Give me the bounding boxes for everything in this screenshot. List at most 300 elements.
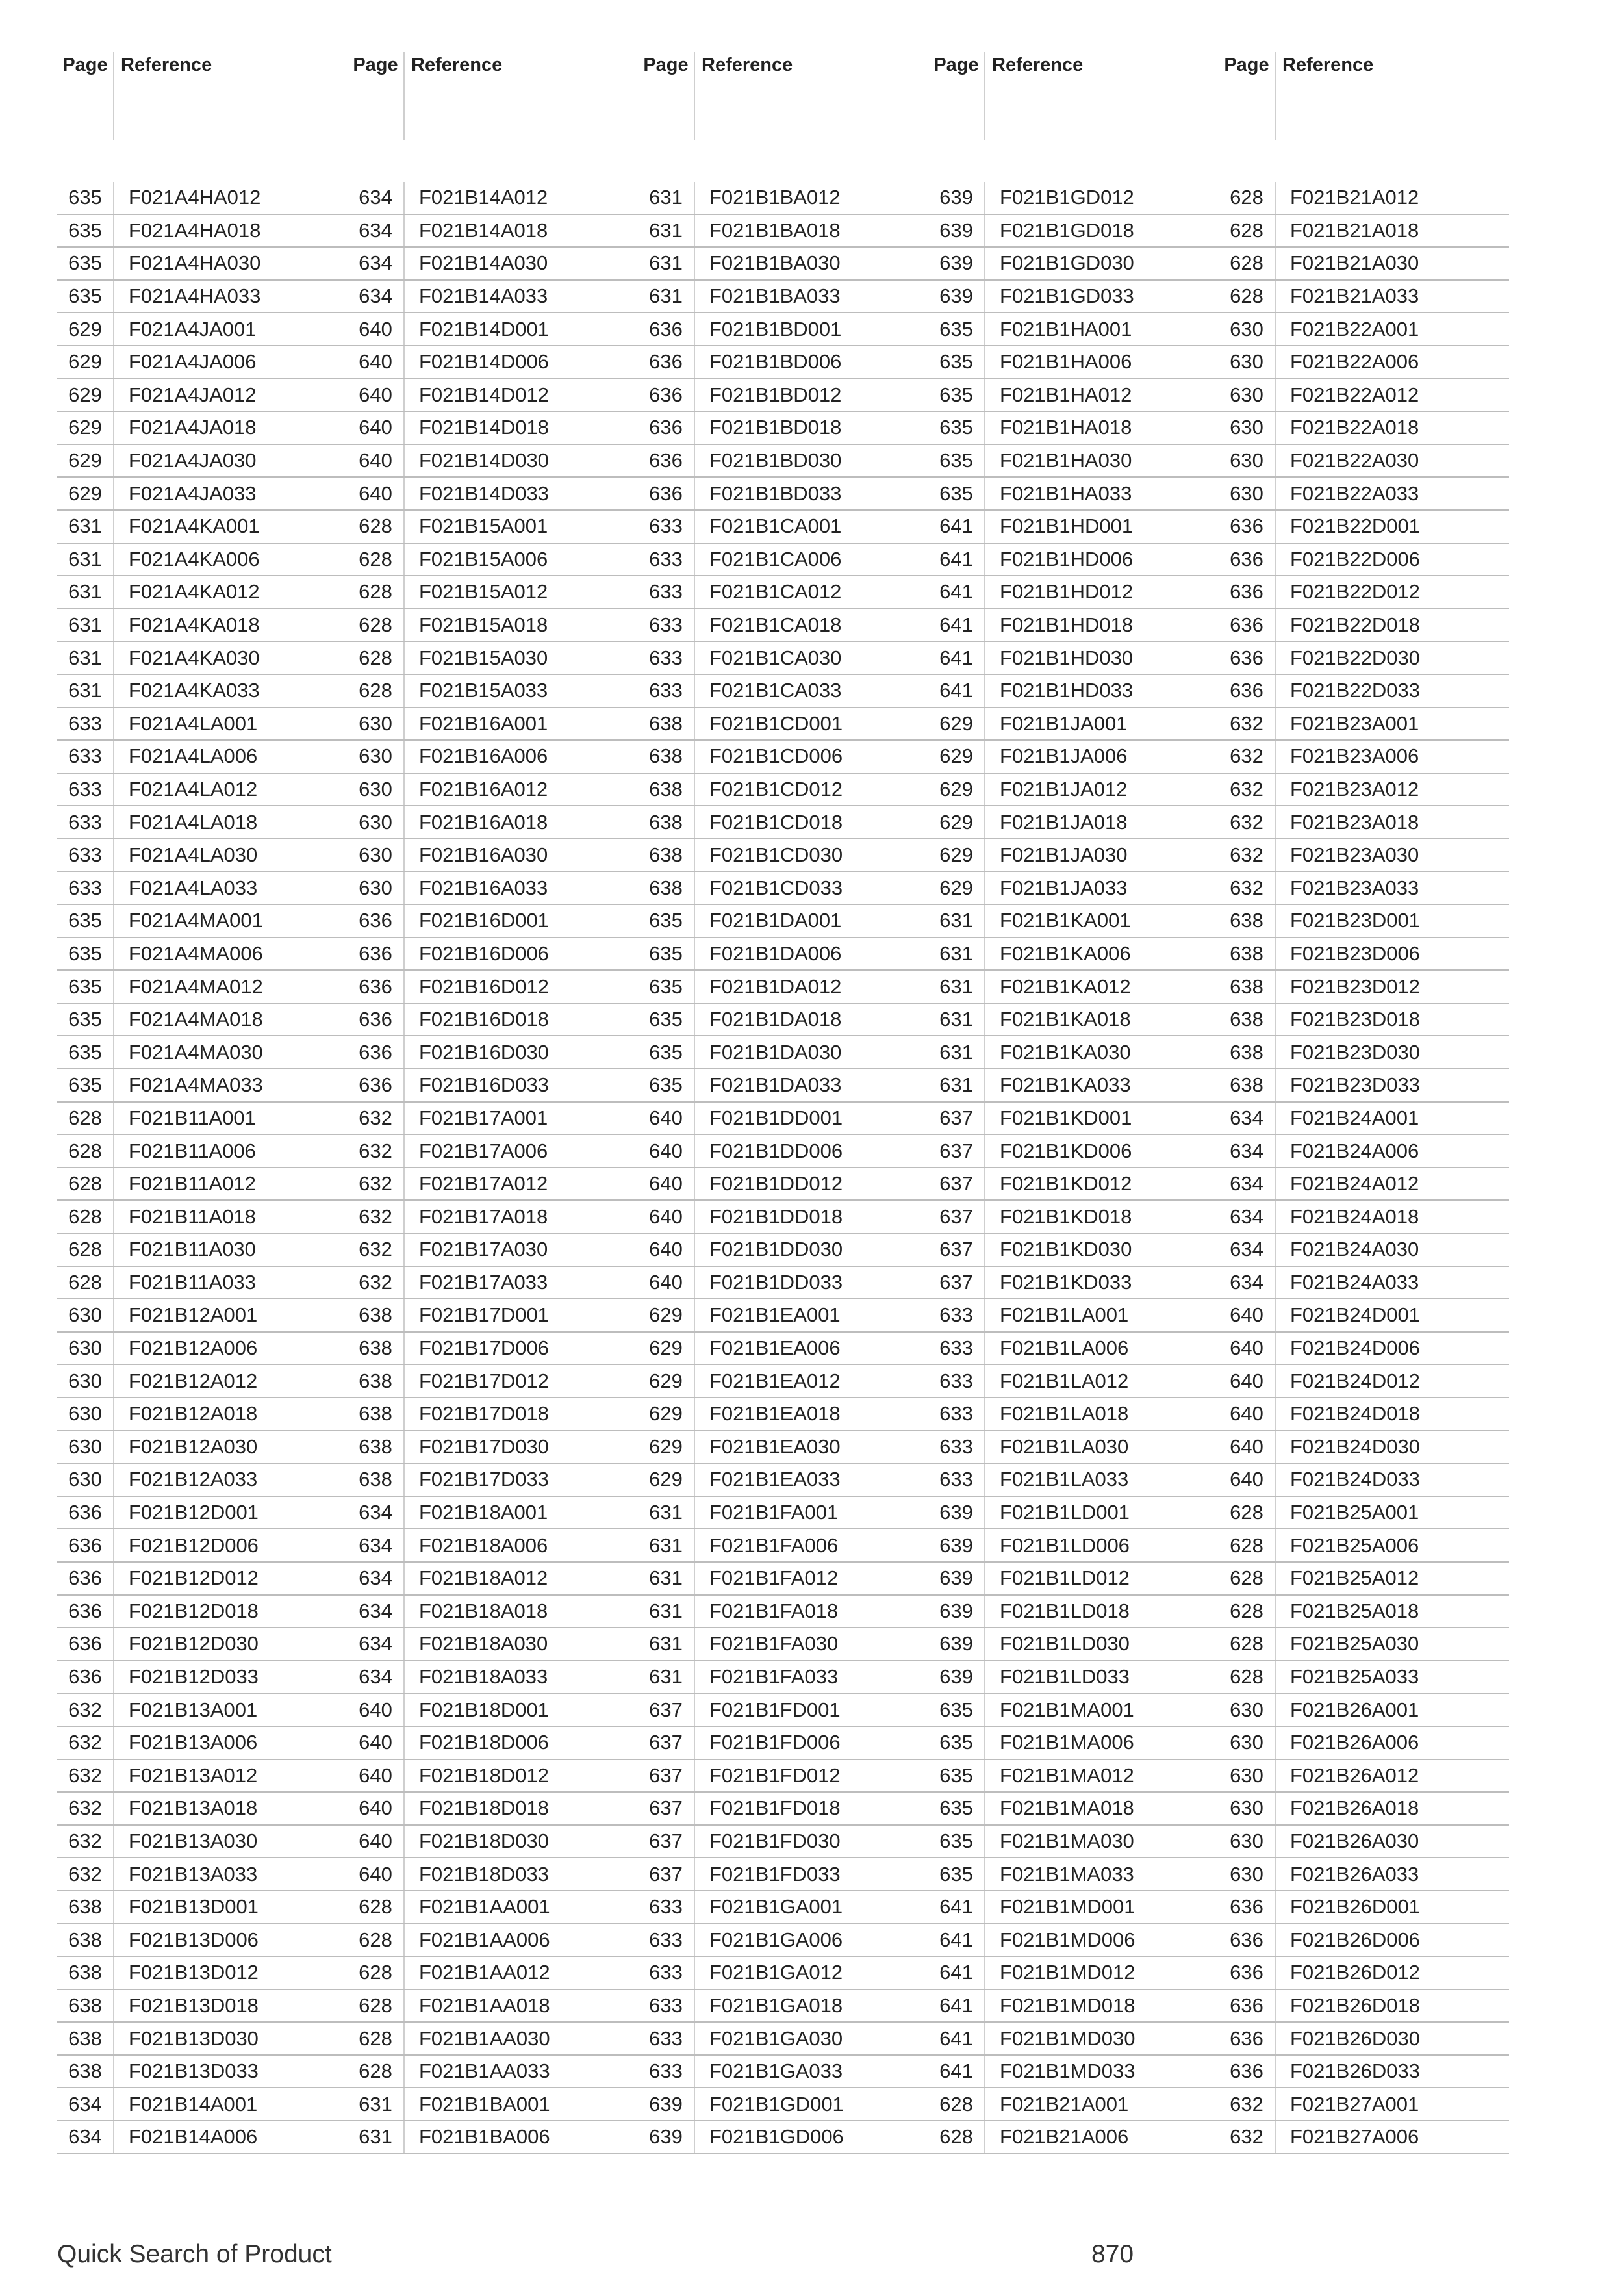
page-cell: 632	[1219, 839, 1276, 871]
page-cell: 630	[1219, 346, 1276, 378]
page-cell: 628	[57, 1168, 114, 1200]
reference-cell: F021B1LA006	[1000, 1336, 1129, 1360]
reference-cell: F021B1CA001	[709, 515, 842, 538]
page-cell: 634	[348, 1661, 405, 1693]
table-row	[57, 675, 348, 708]
reference-cell: F021B24A012	[1290, 1172, 1419, 1195]
page-cell: 636	[638, 445, 695, 477]
page-cell: 634	[348, 1529, 405, 1561]
page-cell: 629	[638, 1464, 695, 1496]
table-row	[1219, 379, 1509, 413]
reference-cell: F021B12A001	[129, 1303, 258, 1327]
page-cell: 632	[348, 1201, 405, 1233]
table-row	[638, 412, 928, 445]
page-cell: 639	[928, 248, 985, 279]
table-row	[57, 1036, 348, 1069]
table-row	[638, 1596, 928, 1629]
table-row	[1219, 215, 1509, 248]
table-row	[638, 313, 928, 346]
table-row	[638, 1201, 928, 1234]
table-row	[1219, 1431, 1509, 1464]
reference-cell: F021B21A001	[1000, 2092, 1129, 2115]
reference-cell: F021B18D001	[419, 1698, 549, 1721]
reference-cell: F021B1MA012	[1000, 1763, 1134, 1787]
page-cell: 632	[57, 1793, 114, 1824]
table-row	[57, 2088, 348, 2121]
page-cell: 638	[57, 1891, 114, 1923]
reference-cell: F021B1LD030	[1000, 1632, 1130, 1655]
page-cell: 632	[1219, 872, 1276, 904]
table-row	[638, 346, 928, 379]
page-cell: 631	[638, 248, 695, 279]
table-row	[348, 675, 638, 708]
reference-cell: F021B1MA030	[1000, 1829, 1134, 1852]
table-row	[928, 445, 1219, 478]
page-cell: 633	[928, 1431, 985, 1463]
table-row	[638, 1234, 928, 1267]
table-row	[348, 478, 638, 511]
page-cell: 635	[57, 971, 114, 1003]
reference-cell: F021B24D012	[1290, 1369, 1420, 1392]
table-row	[348, 741, 638, 774]
page-cell: 638	[1219, 971, 1276, 1003]
page-cell: 636	[57, 1563, 114, 1594]
page-cell: 630	[57, 1398, 114, 1430]
table-row	[348, 642, 638, 675]
table-row	[928, 774, 1219, 807]
reference-cell: F021B21A033	[1290, 285, 1419, 308]
page-cell: 636	[638, 412, 695, 444]
table-row	[928, 1694, 1219, 1727]
table-row	[638, 2121, 928, 2154]
page-cell: 633	[638, 642, 695, 674]
page-cell: 640	[348, 412, 405, 444]
table-row	[57, 1103, 348, 1136]
reference-cell: F021B1LD001	[1000, 1501, 1130, 1524]
page-cell: 628	[1219, 1628, 1276, 1660]
table-row	[57, 1661, 348, 1694]
table-row	[638, 1299, 928, 1333]
reference-cell: F021B1JA001	[1000, 711, 1128, 735]
table-row	[348, 1398, 638, 1431]
table-row	[928, 412, 1219, 445]
reference-cell: F021B15A006	[419, 547, 548, 570]
page-cell: 640	[348, 478, 405, 509]
table-row	[1219, 1628, 1509, 1661]
page-cell: 628	[1219, 1661, 1276, 1693]
table-row	[1219, 1793, 1509, 1826]
table-row	[928, 1201, 1219, 1234]
table-row	[57, 806, 348, 839]
reference-cell: F021B25A030	[1290, 1632, 1419, 1655]
table-row	[638, 1004, 928, 1037]
page-cell: 640	[348, 445, 405, 477]
reference-cell: F021B26D001	[1290, 1895, 1420, 1919]
page-cell: 638	[638, 839, 695, 871]
page-cell: 641	[928, 609, 985, 641]
table-row	[348, 1299, 638, 1333]
page-cell: 638	[57, 1957, 114, 1989]
table-row	[928, 642, 1219, 675]
reference-cell: F021B1BD018	[709, 416, 842, 439]
reference-cell: F021B1MD012	[1000, 1961, 1136, 1984]
reference-cell: F021B1EA012	[709, 1369, 841, 1392]
reference-cell: F021B11A018	[129, 1205, 256, 1228]
table-row	[348, 872, 638, 905]
reference-cell: F021B1KA033	[1000, 1073, 1131, 1097]
page-cell: 633	[638, 675, 695, 707]
page-cell: 638	[348, 1365, 405, 1397]
reference-cell: F021B1GA033	[709, 2060, 843, 2083]
page-cell: 629	[57, 313, 114, 345]
table-row	[348, 1333, 638, 1366]
reference-cell: F021A4HA030	[129, 251, 261, 275]
table-row	[928, 1299, 1219, 1333]
table-row	[928, 675, 1219, 708]
table-row	[348, 1103, 638, 1136]
page-cell: 638	[1219, 1004, 1276, 1036]
table-row	[348, 215, 638, 248]
reference-cell: F021B17D001	[419, 1303, 549, 1327]
page-cell: 637	[928, 1168, 985, 1200]
header-page: Page	[928, 52, 985, 140]
table-row	[928, 248, 1219, 281]
reference-cell: F021B26D006	[1290, 1928, 1420, 1951]
page-cell: 629	[928, 806, 985, 838]
page-cell: 641	[928, 511, 985, 543]
page-cell: 628	[348, 675, 405, 707]
table-row	[57, 1168, 348, 1201]
table-row	[348, 1234, 638, 1267]
page-cell: 634	[348, 248, 405, 279]
page-cell: 630	[348, 806, 405, 838]
page-cell: 628	[348, 1891, 405, 1923]
table-row	[1219, 774, 1509, 807]
page-cell: 628	[57, 1201, 114, 1233]
table-row	[1219, 1299, 1509, 1333]
reference-cell: F021B22D018	[1290, 613, 1420, 637]
reference-cell: F021B1KA012	[1000, 975, 1131, 998]
page-cell: 630	[1219, 1760, 1276, 1792]
reference-cell: F021B24D006	[1290, 1336, 1420, 1360]
page-cell: 636	[57, 1497, 114, 1529]
page-cell: 634	[348, 1596, 405, 1628]
page-cell: 634	[1219, 1168, 1276, 1200]
reference-cell: F021B1CD006	[709, 745, 843, 768]
page-cell: 636	[348, 971, 405, 1003]
page-cell: 633	[57, 708, 114, 740]
page-cell: 638	[1219, 1069, 1276, 1101]
page-cell: 631	[928, 938, 985, 970]
table-row	[1219, 1497, 1509, 1530]
page-cell: 633	[638, 576, 695, 608]
table-row	[57, 971, 348, 1004]
page-cell: 629	[638, 1333, 695, 1364]
reference-cell: F021B18A006	[419, 1533, 548, 1557]
page-cell: 638	[57, 2023, 114, 2054]
page-cell: 631	[638, 281, 695, 313]
table-row	[928, 1431, 1219, 1464]
table-row	[1219, 839, 1509, 873]
table-row	[57, 445, 348, 478]
index-column	[1219, 52, 1509, 2154]
table-row	[928, 609, 1219, 643]
reference-cell: F021A4JA018	[129, 416, 257, 439]
table-row	[1219, 609, 1509, 643]
table-row	[1219, 1234, 1509, 1267]
page-cell: 633	[638, 2056, 695, 2088]
table-row	[928, 1891, 1219, 1924]
table-row	[1219, 1661, 1509, 1694]
page-cell: 633	[57, 774, 114, 806]
table-row	[928, 708, 1219, 741]
table-row	[638, 2056, 928, 2089]
reference-cell: F021B1FA012	[709, 1566, 839, 1590]
reference-cell: F021B23D006	[1290, 941, 1420, 965]
table-row	[348, 182, 638, 215]
table-row	[57, 1563, 348, 1596]
reference-cell: F021B22A012	[1290, 383, 1419, 406]
reference-cell: F021B1FD012	[709, 1763, 841, 1787]
reference-cell: F021B26D018	[1290, 1993, 1420, 2017]
reference-cell: F021B23A012	[1290, 777, 1419, 800]
column-rows	[928, 182, 1219, 2154]
table-row	[1219, 905, 1509, 938]
reference-cell: F021B1MA001	[1000, 1698, 1134, 1721]
reference-cell: F021B1GA018	[709, 1993, 843, 2017]
reference-cell: F021B1HA033	[1000, 481, 1132, 505]
page-cell: 629	[928, 872, 985, 904]
page-cell: 633	[638, 1990, 695, 2022]
reference-cell: F021B18A001	[419, 1501, 548, 1524]
page-cell: 639	[928, 1529, 985, 1561]
table-row	[1219, 741, 1509, 774]
page-cell: 628	[928, 2088, 985, 2120]
table-row	[348, 2023, 638, 2056]
table-row	[928, 2056, 1219, 2089]
reference-cell: F021B13A001	[129, 1698, 258, 1721]
reference-cell: F021B1MA006	[1000, 1731, 1134, 1754]
table-row	[638, 1103, 928, 1136]
table-row	[348, 1760, 638, 1793]
page-cell: 633	[638, 511, 695, 543]
reference-cell: F021B1LA018	[1000, 1402, 1129, 1425]
reference-cell: F021B16A012	[419, 777, 548, 800]
reference-cell: F021B11A033	[129, 1270, 256, 1294]
table-row	[928, 1957, 1219, 1990]
table-row	[928, 1135, 1219, 1168]
page-cell: 636	[1219, 1957, 1276, 1989]
reference-cell: F021B13D012	[129, 1961, 259, 1984]
column-rows	[1219, 182, 1509, 2154]
page-cell: 628	[348, 2023, 405, 2054]
table-row	[1219, 1036, 1509, 1069]
table-row	[57, 1267, 348, 1300]
page-cell: 641	[928, 675, 985, 707]
page-cell: 628	[57, 1234, 114, 1266]
page-cell: 640	[638, 1103, 695, 1134]
table-row	[57, 1793, 348, 1826]
page-cell: 631	[348, 2088, 405, 2120]
table-row	[57, 609, 348, 643]
table-row	[57, 2056, 348, 2089]
page-cell: 636	[1219, 2056, 1276, 2088]
column-header	[638, 52, 928, 140]
table-row	[348, 1004, 638, 1037]
page-cell: 630	[1219, 1793, 1276, 1824]
reference-cell: F021B1CA030	[709, 646, 842, 669]
reference-cell: F021B22A030	[1290, 449, 1419, 472]
page-cell: 638	[1219, 1036, 1276, 1068]
reference-cell: F021B1DD033	[709, 1270, 843, 1294]
page-cell: 632	[1219, 2121, 1276, 2153]
page-cell: 639	[928, 1661, 985, 1693]
page-cell: 628	[1219, 1563, 1276, 1594]
reference-cell: F021B1KD012	[1000, 1172, 1132, 1195]
table-row	[928, 346, 1219, 379]
reference-cell: F021B14A030	[419, 251, 548, 275]
column-header	[928, 52, 1219, 140]
table-row	[928, 281, 1219, 314]
reference-cell: F021B1BD006	[709, 350, 842, 374]
reference-cell: F021B12D006	[129, 1533, 259, 1557]
page-cell: 632	[348, 1234, 405, 1266]
page-cell: 629	[638, 1431, 695, 1463]
page-cell: 635	[928, 1826, 985, 1858]
reference-cell: F021B13D006	[129, 1928, 259, 1951]
reference-cell: F021B26D033	[1290, 2060, 1420, 2083]
reference-cell: F021B23A001	[1290, 711, 1419, 735]
page-cell: 640	[638, 1201, 695, 1233]
reference-cell: F021B18A033	[419, 1665, 548, 1689]
reference-cell: F021B1HD012	[1000, 580, 1134, 604]
reference-cell: F021A4KA018	[129, 613, 260, 637]
table-row	[638, 576, 928, 609]
page-cell: 628	[348, 1990, 405, 2022]
table-row	[348, 1168, 638, 1201]
header-page: Page	[57, 52, 114, 140]
table-row	[638, 1168, 928, 1201]
reference-cell: F021B1LD012	[1000, 1566, 1130, 1590]
reference-cell: F021B12A012	[129, 1369, 258, 1392]
table-row	[1219, 1201, 1509, 1234]
reference-cell: F021B1BD033	[709, 481, 842, 505]
reference-cell: F021B12D012	[129, 1566, 259, 1590]
reference-cell: F021B1GD018	[1000, 218, 1134, 242]
page-cell: 631	[638, 1628, 695, 1660]
reference-cell: F021B1DA006	[709, 941, 842, 965]
page-cell: 636	[57, 1529, 114, 1561]
reference-cell: F021B1CD001	[709, 711, 843, 735]
reference-cell: F021B22A018	[1290, 416, 1419, 439]
reference-cell: F021B1EA006	[709, 1336, 841, 1360]
page-cell: 631	[638, 1596, 695, 1628]
table-row	[1219, 1727, 1509, 1760]
reference-cell: F021B25A018	[1290, 1599, 1419, 1622]
table-row	[638, 1727, 928, 1760]
page-cell: 639	[928, 215, 985, 247]
table-row	[348, 1596, 638, 1629]
page-cell: 638	[57, 2056, 114, 2088]
table-row	[348, 313, 638, 346]
reference-cell: F021B15A001	[419, 515, 548, 538]
reference-cell: F021B1GD001	[709, 2092, 844, 2115]
reference-cell: F021B18A030	[419, 1632, 548, 1655]
reference-cell: F021B1GD006	[709, 2125, 844, 2149]
reference-cell: F021B22D030	[1290, 646, 1420, 669]
table-row	[928, 2023, 1219, 2056]
table-row	[928, 544, 1219, 577]
page-cell: 632	[348, 1168, 405, 1200]
page-cell: 640	[638, 1135, 695, 1167]
footer-title: Quick Search of Product	[57, 2240, 332, 2268]
reference-cell: F021B1JA006	[1000, 745, 1128, 768]
reference-cell: F021B13A012	[129, 1763, 258, 1787]
reference-cell: F021A4LA030	[129, 843, 258, 867]
reference-cell: F021B1EA030	[709, 1435, 841, 1458]
table-row	[1219, 182, 1509, 215]
table-row	[348, 1036, 638, 1069]
table-row	[1219, 544, 1509, 577]
page-cell: 640	[638, 1168, 695, 1200]
reference-cell: F021B16D018	[419, 1008, 549, 1031]
reference-cell: F021B23A030	[1290, 843, 1419, 867]
reference-cell: F021B1HD018	[1000, 613, 1134, 637]
page-cell: 638	[348, 1431, 405, 1463]
table-row	[928, 1267, 1219, 1300]
reference-cell: F021B1AA030	[419, 2026, 550, 2050]
index-column	[928, 52, 1219, 2154]
reference-cell: F021B1AA006	[419, 1928, 550, 1951]
table-row	[1219, 445, 1509, 478]
page-cell: 631	[638, 1563, 695, 1594]
page-cell: 635	[638, 905, 695, 937]
table-row	[1219, 248, 1509, 281]
page-cell: 630	[1219, 313, 1276, 345]
page-cell: 635	[928, 346, 985, 378]
reference-cell: F021B26A001	[1290, 1698, 1419, 1721]
reference-cell: F021B17D030	[419, 1435, 549, 1458]
reference-cell: F021B18D006	[419, 1731, 549, 1754]
reference-cell: F021B13D001	[129, 1895, 259, 1919]
reference-cell: F021B1KA001	[1000, 909, 1131, 932]
table-row	[1219, 1529, 1509, 1563]
table-row	[57, 576, 348, 609]
page-cell: 631	[928, 1036, 985, 1068]
page-cell: 638	[638, 806, 695, 838]
reference-cell: F021B1GA030	[709, 2026, 843, 2050]
table-row	[928, 1234, 1219, 1267]
reference-cell: F021B1CA012	[709, 580, 842, 604]
page-cell: 635	[57, 182, 114, 214]
page-cell: 640	[638, 1267, 695, 1299]
page-cell: 634	[57, 2121, 114, 2153]
table-row	[57, 248, 348, 281]
reference-cell: F021A4LA018	[129, 810, 258, 834]
table-row	[348, 445, 638, 478]
table-row	[57, 1135, 348, 1168]
table-row	[1219, 412, 1509, 445]
reference-cell: F021B1MD030	[1000, 2026, 1136, 2050]
reference-cell: F021B1LA030	[1000, 1435, 1129, 1458]
page-cell: 636	[1219, 576, 1276, 608]
table-row	[348, 1365, 638, 1398]
reference-cell: F021B15A030	[419, 646, 548, 669]
page-cell: 636	[57, 1661, 114, 1693]
table-row	[57, 1858, 348, 1891]
page-cell: 628	[1219, 1596, 1276, 1628]
page-cell: 638	[348, 1398, 405, 1430]
